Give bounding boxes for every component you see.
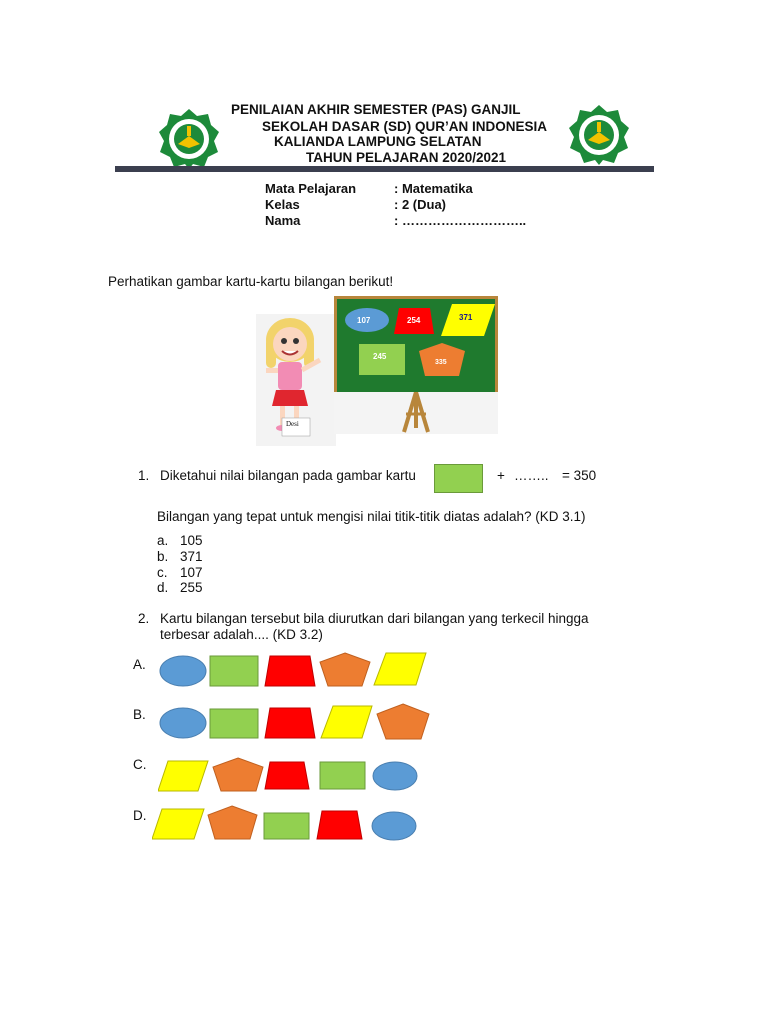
card-371-label: 371 [459, 313, 473, 322]
easel-legs [334, 392, 498, 434]
q1-option-b-letter: b. [157, 549, 169, 564]
q2-option-c-letter[interactable]: C. [133, 757, 147, 772]
school-location: KALIANDA LAMPUNG SELATAN [274, 134, 482, 149]
q1-option-b[interactable]: 371 [180, 549, 203, 564]
q2-option-c-shapes[interactable] [158, 756, 420, 794]
q2-option-a-shapes[interactable] [158, 650, 430, 690]
name-field[interactable]: : ……………………….. [394, 213, 527, 228]
q2-text-line1: Kartu bilangan tersebut bila diurutkan dari bilangan yang terkecil hingga [160, 611, 589, 626]
school-name: SEKOLAH DASAR (SD) QUR’AN INDONESIA [262, 119, 548, 134]
q1-equals: = 350 [562, 468, 597, 483]
card-335-label: 335 [435, 359, 447, 366]
card-245-label: 245 [373, 352, 387, 361]
header-divider [115, 166, 654, 172]
card-254-label: 254 [407, 316, 421, 325]
class-value: : 2 (Dua) [394, 197, 446, 212]
q1-option-a-letter: a. [157, 533, 169, 548]
q1-option-d-letter: d. [157, 580, 169, 595]
school-logo-left [158, 108, 220, 170]
q1-option-c[interactable]: 107 [180, 565, 203, 580]
q1-text: Diketahui nilai bilangan pada gambar kartu [160, 468, 416, 483]
q2-option-b-letter[interactable]: B. [133, 707, 146, 722]
name-tag: Desi [286, 420, 299, 428]
q2-text-line2: terbesar adalah.... (KD 3.2) [160, 627, 323, 642]
q1-option-c-letter: c. [157, 565, 168, 580]
q2-number: 2. [138, 611, 150, 626]
q2-option-a-letter[interactable]: A. [133, 657, 146, 672]
subject-label: Mata Pelajaran [265, 181, 357, 196]
subject-value: : Matematika [394, 181, 473, 196]
card-107-label: 107 [357, 316, 371, 325]
q1-dots: …….. [514, 468, 549, 483]
q1-plus: + [497, 468, 505, 483]
exam-title: PENILAIAN AKHIR SEMESTER (PAS) GANJIL [231, 102, 521, 117]
q1-option-d[interactable]: 255 [180, 580, 203, 595]
q2-option-b-shapes[interactable] [158, 702, 433, 742]
q1-number: 1. [138, 468, 150, 483]
name-label: Nama [265, 213, 301, 228]
q2-option-d-letter[interactable]: D. [133, 808, 147, 823]
academic-year: TAHUN PELAJARAN 2020/2021 [306, 150, 507, 165]
chalkboard [334, 296, 498, 398]
school-logo-right [568, 104, 630, 166]
class-label: Kelas [265, 197, 300, 212]
q1-option-a[interactable]: 105 [180, 533, 203, 548]
q1-question: Bilangan yang tepat untuk mengisi nilai titik-titik diatas adalah? (KD 3.1) [157, 509, 586, 524]
q2-option-d-shapes[interactable] [152, 805, 420, 843]
girl-illustration [256, 314, 336, 446]
intro-text: Perhatikan gambar kartu-kartu bilangan berikut! [108, 274, 394, 289]
green-card-icon [434, 464, 483, 493]
